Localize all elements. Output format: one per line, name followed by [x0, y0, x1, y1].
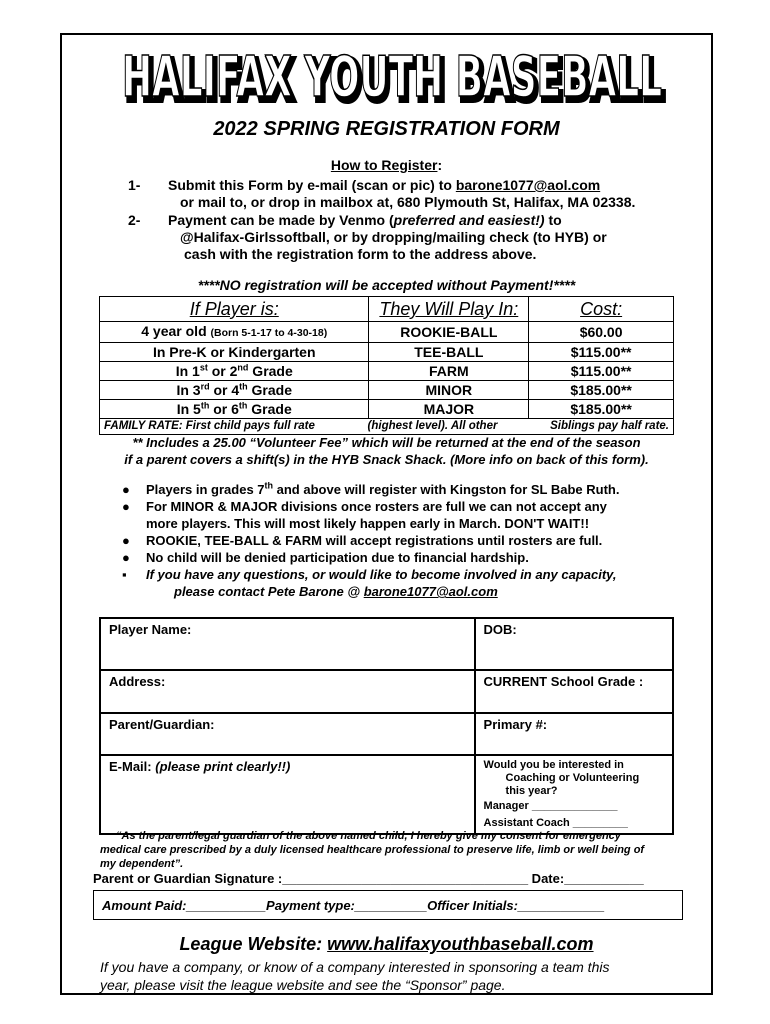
division-cell: TEE-BALL	[369, 343, 529, 362]
step-2-number: 2-	[128, 212, 141, 228]
parent-guardian-field[interactable]: Parent/Guardian:	[100, 713, 475, 755]
payment-office-box[interactable]: Amount Paid:___________Payment type:__________Officer Initials:____________	[93, 890, 683, 920]
banner-title: HALIFAX YOUTH BASEBALL	[122, 45, 662, 110]
player-name-field[interactable]: Player Name:	[100, 618, 475, 670]
header-player: If Player is:	[100, 297, 369, 322]
cost-cell: $60.00	[529, 322, 674, 343]
manager-field[interactable]: Manager ______________	[483, 800, 618, 812]
step-2-text: Payment can be made by Venmo (preferred and easiest!) to	[168, 212, 562, 228]
player-cell: In Pre-K or Kindergarten	[100, 343, 369, 362]
dob-field[interactable]: DOB:	[475, 618, 673, 670]
assistant-coach-field[interactable]: Assistant Coach _________	[483, 817, 628, 829]
table-row	[100, 381, 674, 400]
division-cell: MINOR	[369, 381, 529, 400]
cost-cell: $185.00**	[529, 400, 674, 419]
family-rate-row	[100, 419, 674, 435]
cost-cell: $185.00**	[529, 381, 674, 400]
league-website: League Website: www.halifaxyouthbaseball.com	[179, 934, 594, 954]
registration-form	[99, 617, 674, 835]
primary-phone-field[interactable]: Primary #:	[475, 713, 673, 755]
fee-table-header	[100, 297, 674, 322]
table-row	[100, 362, 674, 381]
website-link[interactable]: www.halifaxyouthbaseball.com	[327, 934, 594, 954]
header-division: They Will Play In:	[369, 297, 529, 322]
family-rate-note: FAMILY RATE: First child pays full rate Siblings pay half rate. (highest level). All other	[100, 419, 674, 435]
division-cell: MAJOR	[369, 400, 529, 419]
division-cell: ROOKIE-BALL	[369, 322, 529, 343]
info-bullet-list	[112, 481, 682, 600]
player-cell: In 3rd or 4th Grade	[100, 381, 369, 400]
form-title: 2022 SPRING REGISTRATION FORM	[213, 118, 560, 140]
fee-table	[99, 296, 674, 435]
list-item: ● ROOKIE, TEE-BALL & FARM will accept registrations until rosters are full.	[122, 533, 603, 548]
school-grade-field[interactable]: CURRENT School Grade :	[475, 670, 673, 713]
volunteer-interest-field[interactable]: Would you be interested in Coaching or Volunteering this year? Manager ______________ Assistant Coach _________	[475, 755, 673, 834]
email-field[interactable]: E-Mail: (please print clearly!!)	[100, 755, 475, 834]
player-cell: In 5th or 6th Grade	[100, 400, 369, 419]
player-cell: 4 year old (Born 5-1-17 to 4-30-18)	[100, 322, 369, 343]
step-2-text-3: cash with the registration form to the address above.	[184, 246, 537, 262]
step-1-text-2: or mail to, or drop in mailbox at, 680 Plymouth St, Halifax, MA 02338.	[180, 194, 636, 210]
table-row	[100, 400, 674, 419]
payment-warning: ****NO registration will be accepted without Payment!****	[197, 277, 576, 293]
contact-email-link[interactable]: barone1077@aol.com	[455, 177, 601, 193]
address-field[interactable]: Address:	[100, 670, 475, 713]
step-1-text: Submit this Form by e-mail (scan or pic) to barone1077@aol.com	[168, 177, 601, 193]
banner-title-shadow: HALIFAX YOUTH BASEBALL	[125, 49, 665, 110]
cost-cell: $115.00**	[529, 362, 674, 381]
table-row	[100, 343, 674, 362]
volunteer-fee-note: ** Includes a 25.00 “Volunteer Fee” which will be returned at the end of the season	[132, 435, 641, 450]
header-cost: Cost:	[529, 297, 674, 322]
how-to-heading: How to Register:	[330, 157, 443, 173]
list-item: ● Players in grades 7th and above will register with Kingston for SL Babe Ruth.	[122, 480, 620, 497]
division-cell: FARM	[369, 362, 529, 381]
sponsor-note: If you have a company, or know of a company interested in sponsoring a team this year, please visit the league website and see the “Sponsor” page.	[100, 959, 610, 993]
step-1-number: 1-	[128, 177, 141, 193]
volunteer-fee-note-2: if a parent covers a shift(s) in the HYB Snack Shack. (More info on back of this form).	[124, 452, 649, 467]
signature-line[interactable]: Parent or Guardian Signature :__________________________________ Date:___________	[93, 871, 644, 886]
table-row	[100, 322, 674, 343]
player-cell: In 1st or 2nd Grade	[100, 362, 369, 381]
step-2-text-2: @Halifax-Girlssoftball, or by dropping/mailing check (to HYB) or	[180, 229, 607, 245]
consent-statement: “As the parent/legal guardian of the above named child, I hereby give my consent for emergency medical care prescribed by a duly licensed healthcare professional to preserve life, limb or well being of my dependent”.	[100, 830, 645, 870]
list-item: ● No child will be denied participation due to financial hardship.	[122, 550, 529, 565]
cost-cell: $115.00**	[529, 343, 674, 362]
list-item: ▪ If you have any questions, or would like to become involved in any capacity, please contact Pete Barone @ barone1077@aol.com	[122, 567, 617, 599]
list-item: ● For MINOR & MAJOR divisions once rosters are full we can not accept any more players. This will most likely happen early in March. DON'T WAIT!!	[122, 499, 607, 531]
banner-logo	[110, 38, 675, 110]
contact-email-link[interactable]: barone1077@aol.com	[363, 584, 498, 599]
